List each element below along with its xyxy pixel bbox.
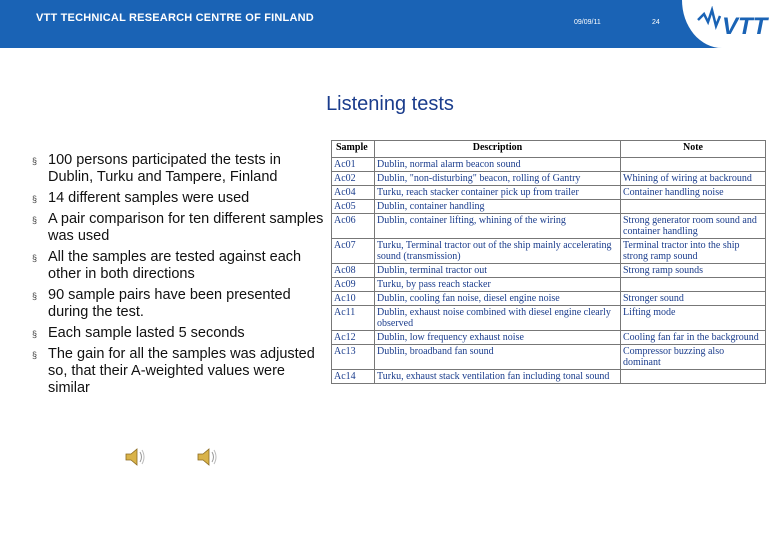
table-row xyxy=(332,306,766,331)
column-header-sample: Sample xyxy=(332,141,375,158)
table-row xyxy=(332,345,766,370)
description-cell: Dublin, cooling fan noise, diesel engine noise xyxy=(375,292,621,306)
header-bar xyxy=(0,0,780,48)
note-cell: Whining of wiring at backround xyxy=(621,172,766,186)
description-cell: Turku, reach stacker container pick up from trailer xyxy=(375,186,621,200)
speaker-icon[interactable] xyxy=(196,446,218,468)
sample-cell: Ac14 xyxy=(332,370,375,384)
bullet-marker-icon: § xyxy=(32,253,38,263)
sample-cell: Ac04 xyxy=(332,186,375,200)
bullet-marker-icon: § xyxy=(32,194,38,204)
bullet-marker-icon: § xyxy=(32,215,38,225)
table-row xyxy=(332,292,766,306)
column-header-note: Note xyxy=(621,141,766,158)
sample-cell: Ac06 xyxy=(332,214,375,239)
note-cell: Container handling noise xyxy=(621,186,766,200)
sample-cell: Ac05 xyxy=(332,200,375,214)
bullet-marker-icon: § xyxy=(32,156,38,166)
description-cell: Dublin, broadband fan sound xyxy=(375,345,621,370)
description-cell: Dublin, container handling xyxy=(375,200,621,214)
bullet-item: § All the samples are tested against each other in both directions xyxy=(32,249,302,282)
table-row xyxy=(332,158,766,172)
bullet-item: § 90 sample pairs have been presented during the test. xyxy=(32,287,291,320)
table-row xyxy=(332,264,766,278)
description-cell: Turku, exhaust stack ventilation fan including tonal sound xyxy=(375,370,621,384)
table-row xyxy=(332,239,766,264)
bullet-item: § The gain for all the samples was adjusted so, that their A-weighted values were similar xyxy=(32,346,315,396)
bullet-marker-icon: § xyxy=(32,291,38,301)
samples-table xyxy=(331,140,766,384)
note-cell: Lifting mode xyxy=(621,306,766,331)
note-cell xyxy=(621,370,766,384)
column-header-description: Description xyxy=(375,141,621,158)
note-cell xyxy=(621,200,766,214)
description-cell: Dublin, exhaust noise combined with diesel engine clearly observed xyxy=(375,306,621,331)
sample-cell: Ac09 xyxy=(332,278,375,292)
note-cell: Compressor buzzing also dominant xyxy=(621,345,766,370)
description-cell: Dublin, terminal tractor out xyxy=(375,264,621,278)
bullet-item: § 14 different samples were used xyxy=(32,190,250,206)
note-cell: Strong generator room sound and container handling xyxy=(621,214,766,239)
slide-number: 24 xyxy=(652,19,660,26)
description-cell: Dublin, low frequency exhaust noise xyxy=(375,331,621,345)
sample-cell: Ac07 xyxy=(332,239,375,264)
bullet-item: § 100 persons participated the tests in Dublin, Turku and Tampere, Finland xyxy=(32,152,281,185)
sample-cell: Ac08 xyxy=(332,264,375,278)
description-cell: Dublin, normal alarm beacon sound xyxy=(375,158,621,172)
slide-title: Listening tests xyxy=(326,93,454,115)
bullet-item: § A pair comparison for ten different samples was used xyxy=(32,211,324,244)
organization-name: VTT TECHNICAL RESEARCH CENTRE OF FINLAND xyxy=(36,12,314,24)
sample-cell: Ac12 xyxy=(332,331,375,345)
note-cell: Cooling fan far in the background xyxy=(621,331,766,345)
note-cell: Strong ramp sounds xyxy=(621,264,766,278)
svg-text:VTT: VTT xyxy=(722,13,768,40)
table-row xyxy=(332,200,766,214)
description-cell: Dublin, container lifting, whining of the wiring xyxy=(375,214,621,239)
vtt-logo-icon xyxy=(696,6,774,40)
note-cell: Stronger sound xyxy=(621,292,766,306)
table-row xyxy=(332,186,766,200)
description-cell: Dublin, "non-disturbing" beacon, rolling of Gantry xyxy=(375,172,621,186)
note-cell xyxy=(621,158,766,172)
description-cell: Turku, by pass reach stacker xyxy=(375,278,621,292)
table-row xyxy=(332,172,766,186)
table-row xyxy=(332,331,766,345)
table-header-row xyxy=(332,141,766,158)
slide-date: 09/09/11 xyxy=(574,19,601,26)
note-cell: Terminal tractor into the ship strong ramp sound xyxy=(621,239,766,264)
note-cell xyxy=(621,278,766,292)
sample-cell: Ac13 xyxy=(332,345,375,370)
sample-cell: Ac11 xyxy=(332,306,375,331)
bullet-marker-icon: § xyxy=(32,329,38,339)
table-row xyxy=(332,370,766,384)
description-cell: Turku, Terminal tractor out of the ship mainly accelerating sound (transmission) xyxy=(375,239,621,264)
bullet-list xyxy=(32,152,324,401)
bullet-item: § Each sample lasted 5 seconds xyxy=(32,325,245,341)
vtt-logo xyxy=(682,0,780,48)
table-row xyxy=(332,278,766,292)
sample-cell: Ac02 xyxy=(332,172,375,186)
table-row xyxy=(332,214,766,239)
bullet-marker-icon: § xyxy=(32,350,38,360)
sample-cell: Ac10 xyxy=(332,292,375,306)
sample-cell: Ac01 xyxy=(332,158,375,172)
speaker-icon[interactable] xyxy=(124,446,146,468)
